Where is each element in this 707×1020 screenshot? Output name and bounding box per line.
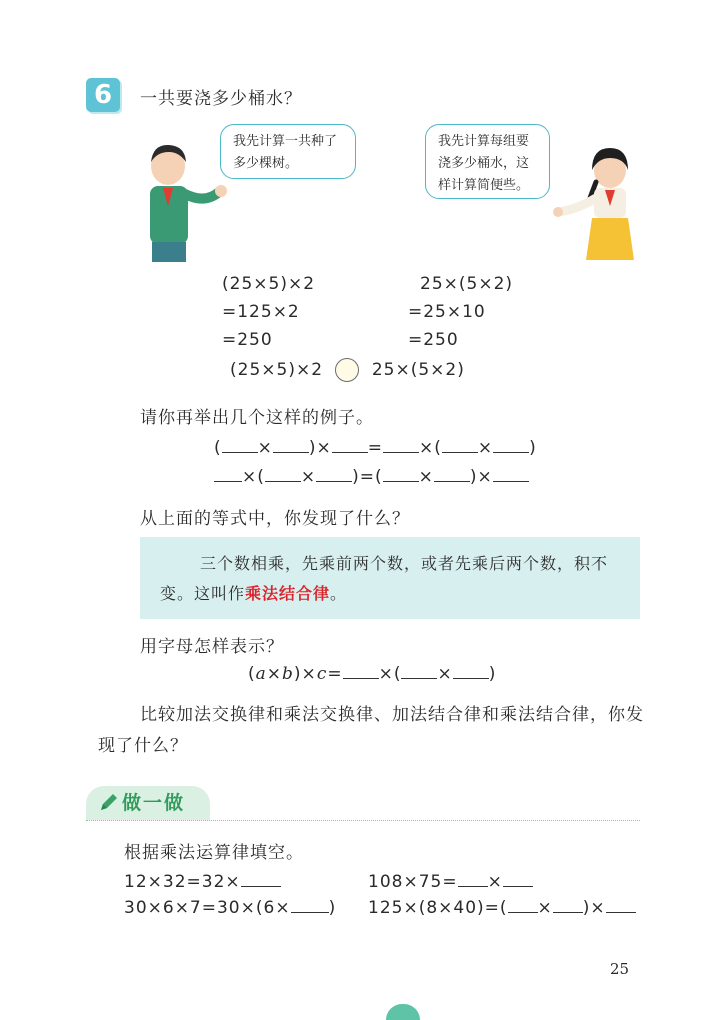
do-it-title: 做一做 xyxy=(122,792,186,814)
boy-speech-bubble: 我先计算一共种了多少棵树。 xyxy=(220,124,356,179)
exercise-1 xyxy=(124,870,281,892)
calc-right-line: =25×10 xyxy=(408,302,486,322)
example-fill-line-2: ×( × )=( × )× xyxy=(214,465,529,487)
blank[interactable] xyxy=(214,465,242,482)
blank[interactable] xyxy=(442,436,478,453)
blank[interactable] xyxy=(241,870,281,887)
blank[interactable] xyxy=(458,870,488,887)
exercise-text: 30×6×7=30×(6× xyxy=(124,898,291,918)
exercise-text: 12×32=32× xyxy=(124,872,241,892)
compare-left: (25×5)×2 xyxy=(230,360,324,380)
calc-left-line: =250 xyxy=(222,330,273,350)
girl-illustration xyxy=(552,142,642,262)
blank[interactable] xyxy=(434,465,470,482)
blank[interactable] xyxy=(332,436,368,453)
prompt-examples: 请你再举出几个这样的例子。 xyxy=(140,408,374,428)
blank[interactable] xyxy=(606,896,636,913)
problem-question: 一共要浇多少桶水？ xyxy=(140,89,302,109)
calc-right-line: =250 xyxy=(408,330,459,350)
blank[interactable] xyxy=(493,465,529,482)
var-a: a xyxy=(255,664,267,684)
compare-right: 25×(5×2) xyxy=(371,360,465,380)
summary-term: 乘法结合律 xyxy=(245,584,331,603)
exercise-text: 125×(8×40)=( xyxy=(368,898,508,918)
exercise-2: 108×75= × xyxy=(368,870,533,892)
formula-row: (a×b)×c= ×( × ) xyxy=(248,664,497,684)
comparison-row xyxy=(230,358,465,382)
blank[interactable] xyxy=(453,662,489,679)
blank[interactable] xyxy=(343,662,379,679)
calc-left-line: (25×5)×2 xyxy=(222,274,316,294)
blank[interactable] xyxy=(265,465,301,482)
blank[interactable] xyxy=(383,436,419,453)
do-it-instruction: 根据乘法运算律填空。 xyxy=(124,843,304,863)
exercise-text: 108×75= xyxy=(368,872,458,892)
pencil-icon xyxy=(98,793,120,813)
calc-left xyxy=(222,270,315,354)
blank[interactable] xyxy=(553,896,583,913)
calc-left-line: =125×2 xyxy=(222,302,300,322)
blank[interactable] xyxy=(316,465,352,482)
exercise-3: 30×6×7=30×(6× ) xyxy=(124,898,337,918)
blank[interactable] xyxy=(273,436,309,453)
summary-end: 。 xyxy=(330,584,348,603)
blank[interactable] xyxy=(383,465,419,482)
exercise-4: 125×(8×40)=( × )× xyxy=(368,896,636,918)
problem-number-badge: 6 xyxy=(86,78,120,112)
var-b: b xyxy=(282,664,294,684)
section-divider xyxy=(86,820,640,821)
blank[interactable] xyxy=(503,870,533,887)
prompt-letters: 用字母怎样表示？ xyxy=(140,637,284,657)
prompt-discover: 从上面的等式中，你发现了什么？ xyxy=(140,509,410,529)
summary-text: 三个数相乘，先乘前两个数，或者先乘后两个数，积不变。这叫作 xyxy=(160,554,609,603)
example-fill-line-1: ( × )× = ×( × ) xyxy=(214,438,537,458)
summary-box xyxy=(140,537,640,619)
prompt-compare: 比较加法交换律和乘法交换律、加法结合律和乘法结合律，你发现了什么？ xyxy=(98,705,644,756)
blank[interactable] xyxy=(493,436,529,453)
blank[interactable] xyxy=(291,896,329,913)
blank[interactable] xyxy=(222,436,258,453)
blank[interactable] xyxy=(401,662,437,679)
calc-right xyxy=(408,270,513,354)
page-number: 25 xyxy=(610,960,630,978)
girl-speech-bubble: 我先计算每组要浇多少桶水，这样计算简便些。 xyxy=(425,124,550,199)
var-c: c xyxy=(316,664,328,684)
comparison-blank-circle[interactable] xyxy=(335,358,359,382)
decorative-tab xyxy=(386,1004,420,1020)
blank[interactable] xyxy=(508,896,538,913)
calc-right-line: 25×(5×2) xyxy=(420,274,514,294)
